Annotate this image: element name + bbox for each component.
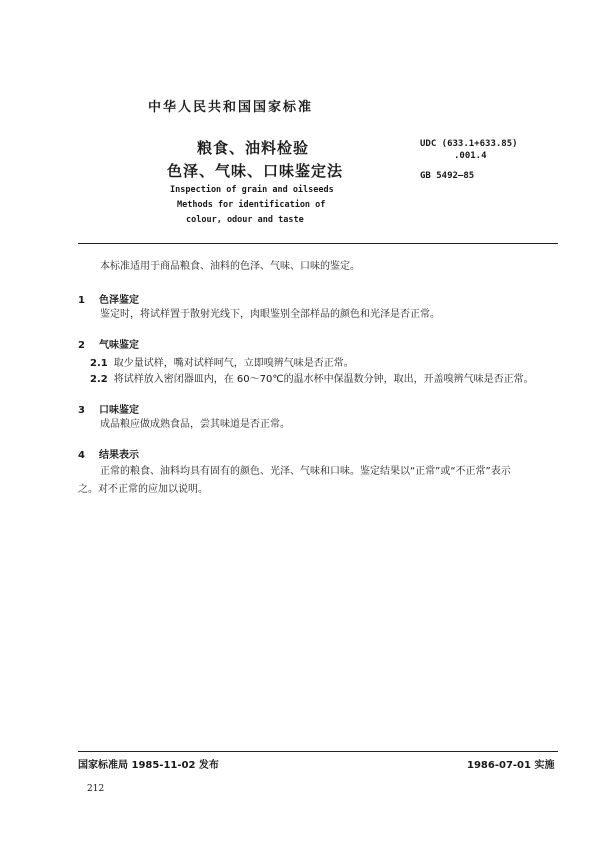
clause-2-2-text: 将试样放入密闭器皿内，在 60～70℃的温水杯中保温数分钟，取出，开盖嗅辨气味是否正常。 (113, 374, 534, 385)
udc-line-1: UDC (633.1+633.85) (420, 139, 518, 149)
clause-2-1 (90, 357, 354, 371)
section-4-heading (78, 446, 139, 461)
gb-number: GB 5492—85 (420, 171, 475, 181)
section-4-text-line-1: 正常的粮食、油料均具有固有的颜色、光泽、气味和口味。鉴定结果以“正常”或“不正常”表示 (100, 466, 511, 477)
bottom-divider (78, 751, 558, 752)
top-divider (78, 243, 558, 244)
section-4-title: 结果表示 (98, 450, 139, 461)
english-title-line-2: Methods for identification of (177, 200, 326, 210)
udc-line-2: .001.4 (454, 151, 487, 161)
section-3-text: 成品粮应做成熟食品，尝其味道是否正常。 (100, 419, 290, 430)
section-1-heading (78, 291, 139, 306)
english-title-line-3: colour, odour and taste (186, 215, 304, 225)
section-3-heading (78, 401, 139, 416)
section-1-text: 鉴定时，将试样置于散射光线下，肉眼鉴别全部样品的颜色和光泽是否正常。 (100, 309, 440, 320)
title-line-2: 色泽、气味、口味鉴定法 (167, 162, 344, 180)
clause-2-1-number: 2.1 (90, 358, 108, 369)
section-3-title: 口味鉴定 (98, 405, 139, 416)
clause-2-2 (90, 373, 534, 387)
section-4-number: 4 (78, 450, 85, 461)
page-number: 212 (87, 784, 105, 794)
section-1-title: 色泽鉴定 (98, 295, 139, 306)
title-line-1: 粮食、油料检验 (197, 139, 310, 157)
udc-code (420, 138, 518, 162)
effective-date: 1986-07-01 实施 (467, 760, 555, 771)
english-title-line-1: Inspection of grain and oilseeds (170, 185, 334, 195)
issue-date: 国家标准局 1985-11-02 发布 (78, 760, 219, 771)
section-4-text-line-2: 之。对不正常的应加以说明。 (78, 484, 208, 495)
clause-2-2-number: 2.2 (90, 374, 108, 385)
standard-type-heading: 中华人民共和国国家标准 (148, 100, 314, 115)
clause-2-1-text: 取少量试样，嘴对试样呵气，立即嗅辨气味是否正常。 (113, 358, 354, 369)
intro-paragraph: 本标准适用于商品粮食、油料的色泽、气味、口味的鉴定。 (100, 261, 360, 272)
section-2-title: 气味鉴定 (98, 340, 139, 351)
section-3-number: 3 (78, 405, 85, 416)
section-2-number: 2 (78, 340, 85, 351)
section-1-number: 1 (78, 295, 85, 306)
section-2-heading (78, 336, 139, 351)
